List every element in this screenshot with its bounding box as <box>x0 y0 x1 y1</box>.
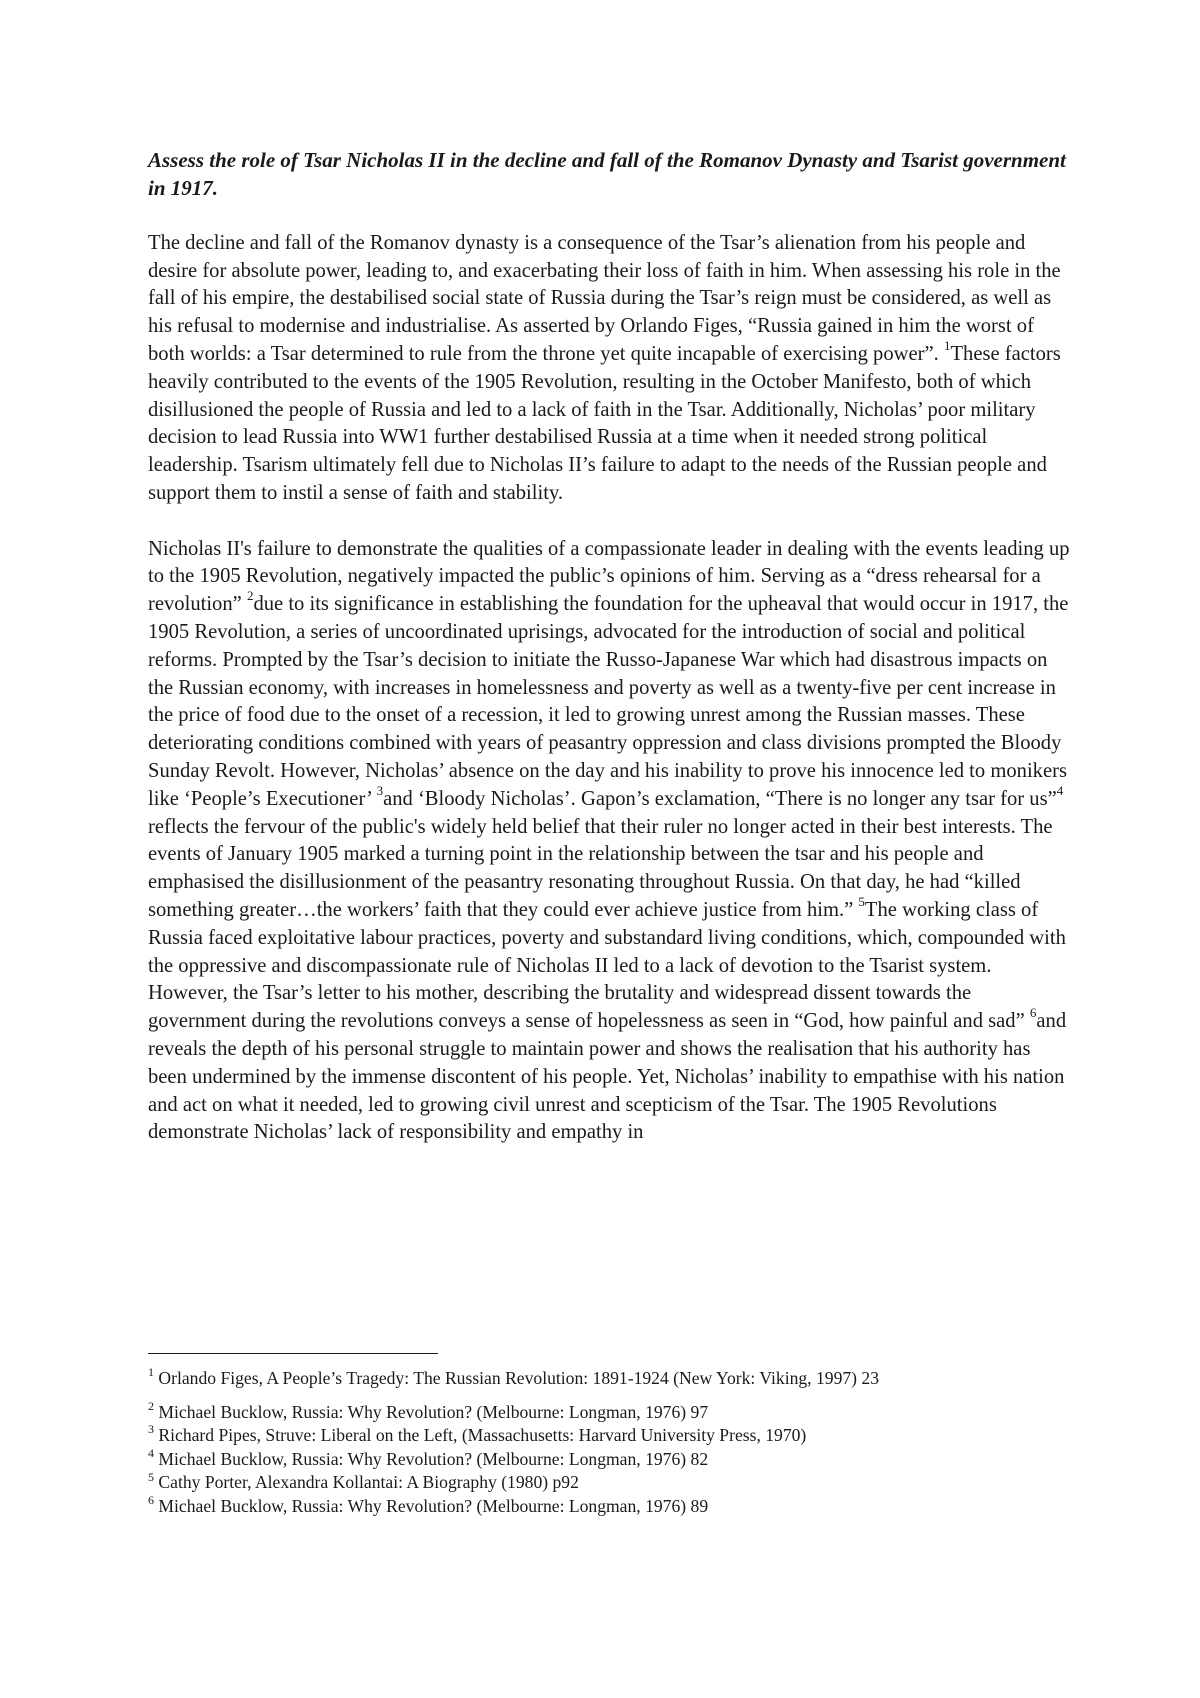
footnote-number: 5 <box>148 1469 154 1484</box>
footnote-number: 4 <box>148 1445 154 1460</box>
spacer <box>148 202 1070 230</box>
footnote-ref[interactable]: 2 <box>246 588 254 604</box>
footnote-ref[interactable]: 4 <box>1056 782 1064 798</box>
footnote-ref[interactable]: 6 <box>1029 1005 1037 1021</box>
footnote-ref[interactable]: 5 <box>858 894 865 910</box>
paragraph-text: due to its significance in establishing the foundation for the upheaval that would occur in 1917, the 1905 Revolution, a series of uncoordinated uprisings, advocated for the introduction of social and political reforms. Prompted by the Tsar’s decision to initiate the Russo-Japanese War which had disastrous impacts on the Russian economy, with increases in homelessness and poverty as well as a twenty-five per cent increase in the price of food due to the onset of a recession, it led to growing unrest among the Russian masses. These deteriorating conditions combined with years of peasantry oppression and class divisions prompted the Bloody Sunday Revolt. However, Nicholas’ absence on the day and his inability to prove his innocence led to monikers like ‘People’s Executioner’ <box>148 593 1069 810</box>
footnote <box>148 1398 1070 1425</box>
paragraph-text: These factors heavily contributed to the events of the 1905 Revolution, resulting in the October Manifesto, both of which disillusioned the people of Russia and led to a lack of faith in the Tsar. Additionally, Nicholas’ poor military decision to lead Russia into WW1 further destabilised Russia at a time when it needed strong political leadership. Tsarism ultimately fell due to Nicholas II’s failure to adapt to the needs of the Russian people and support them to instil a sense of faith and stability. <box>148 342 1061 504</box>
footnote <box>148 1424 1070 1448</box>
paragraph-text: and reveals the depth of his personal struggle to maintain power and shows the realisation that his authority has been undermined by the immense discontent of his people. Yet, Nicholas’ inability to empathise with his nation and act on what it needed, led to growing civil unrest and scepticism of the Tsar. The 1905 Revolutions demonstrate Nicholas’ lack of responsibility and empathy in <box>148 1010 1067 1144</box>
footnote-ref[interactable]: 1 <box>943 338 951 354</box>
paragraph-text: reflects the fervour of the public's widely held belief that their ruler no longer acted in their best interests. The events of January 1905 marked a turning point in the relationship between the tsar and his people and emphasised the disillusionment of the peasantry resonating throughout Russia. On that day, he had “killed something greater…the workers’ faith that they could ever achieve justice from him.” <box>148 815 1053 921</box>
paragraph-body <box>148 536 1070 1148</box>
footnote <box>148 1471 1070 1495</box>
paragraph-text: The working class of Russia faced exploitative labour practices, poverty and substandard living conditions, which, compounded with the oppressive and discompassionate rule of Nicholas II led to a lack of devotion to the Tsarist system. However, the Tsar’s letter to his mother, describing the brutality and widespread dissent towards the government during the revolutions conveys a sense of hopelessness as seen in “God, how painful and sad” <box>148 898 1066 1033</box>
footnote-text: Richard Pipes, Struve: Liberal on the Left, (Massachusetts: Harvard University Press, 1970) <box>154 1425 807 1446</box>
paragraph-text: and ‘Bloody Nicholas’. Gapon’s exclamation, “There is no longer any tsar for us” <box>383 787 1057 810</box>
footnote-text: Michael Bucklow, Russia: Why Revolution? (Melbourne: Longman, 1976) 97 <box>154 1401 709 1422</box>
paragraph-text: Nicholas II's failure to demonstrate the qualities of a compassionate leader in dealing with the events leading up to the 1905 Revolution, negatively impacted the public’s opinions of him. Serving as a “dress rehearsal for a revolution” <box>148 537 1070 616</box>
footnote-text: Orlando Figes, A People’s Tragedy: The Russian Revolution: 1891-1924 (New York: Viking, 1997) 23 <box>154 1368 880 1388</box>
footnote-number: 2 <box>148 1398 154 1413</box>
footnote-number: 6 <box>148 1493 154 1508</box>
footnotes <box>148 1367 1070 1519</box>
footnote <box>148 1495 1070 1519</box>
footnote-separator <box>148 1353 438 1354</box>
paragraph-text: The decline and fall of the Romanov dynasty is a consequence of the Tsar’s alienation from his people and desire for absolute power, leading to, and exacerbating their loss of faith in him. When assessing his role in the fall of his empire, the destabilised social state of Russia during the Tsar’s reign must be considered, as well as his refusal to modernise and industrialise. As asserted by Orlando Figes, “Russia gained in him the worst of both worlds: a Tsar determined to rule from the throne yet quite incapable of exercising power”. <box>148 231 1061 365</box>
footnote <box>148 1445 1070 1472</box>
essay-title: Assess the role of Tsar Nicholas II in the decline and fall of the Romanov Dynasty and Tsarist government in 1917. <box>148 148 1066 200</box>
paragraph-intro <box>148 230 1070 508</box>
footnote <box>148 1367 1070 1391</box>
footnote-number: 3 <box>148 1422 154 1437</box>
footnote-ref[interactable]: 3 <box>376 782 384 798</box>
essay-body <box>148 146 1070 1147</box>
spacer <box>148 508 1070 536</box>
footnote-text: Michael Bucklow, Russia: Why Revolution? (Melbourne: Longman, 1976) 89 <box>154 1495 709 1516</box>
footnote-number: 1 <box>148 1365 154 1380</box>
footnote-text: Cathy Porter, Alexandra Kollantai: A Biography (1980) p92 <box>154 1472 579 1493</box>
footnote-text: Michael Bucklow, Russia: Why Revolution? (Melbourne: Longman, 1976) 82 <box>154 1448 709 1469</box>
